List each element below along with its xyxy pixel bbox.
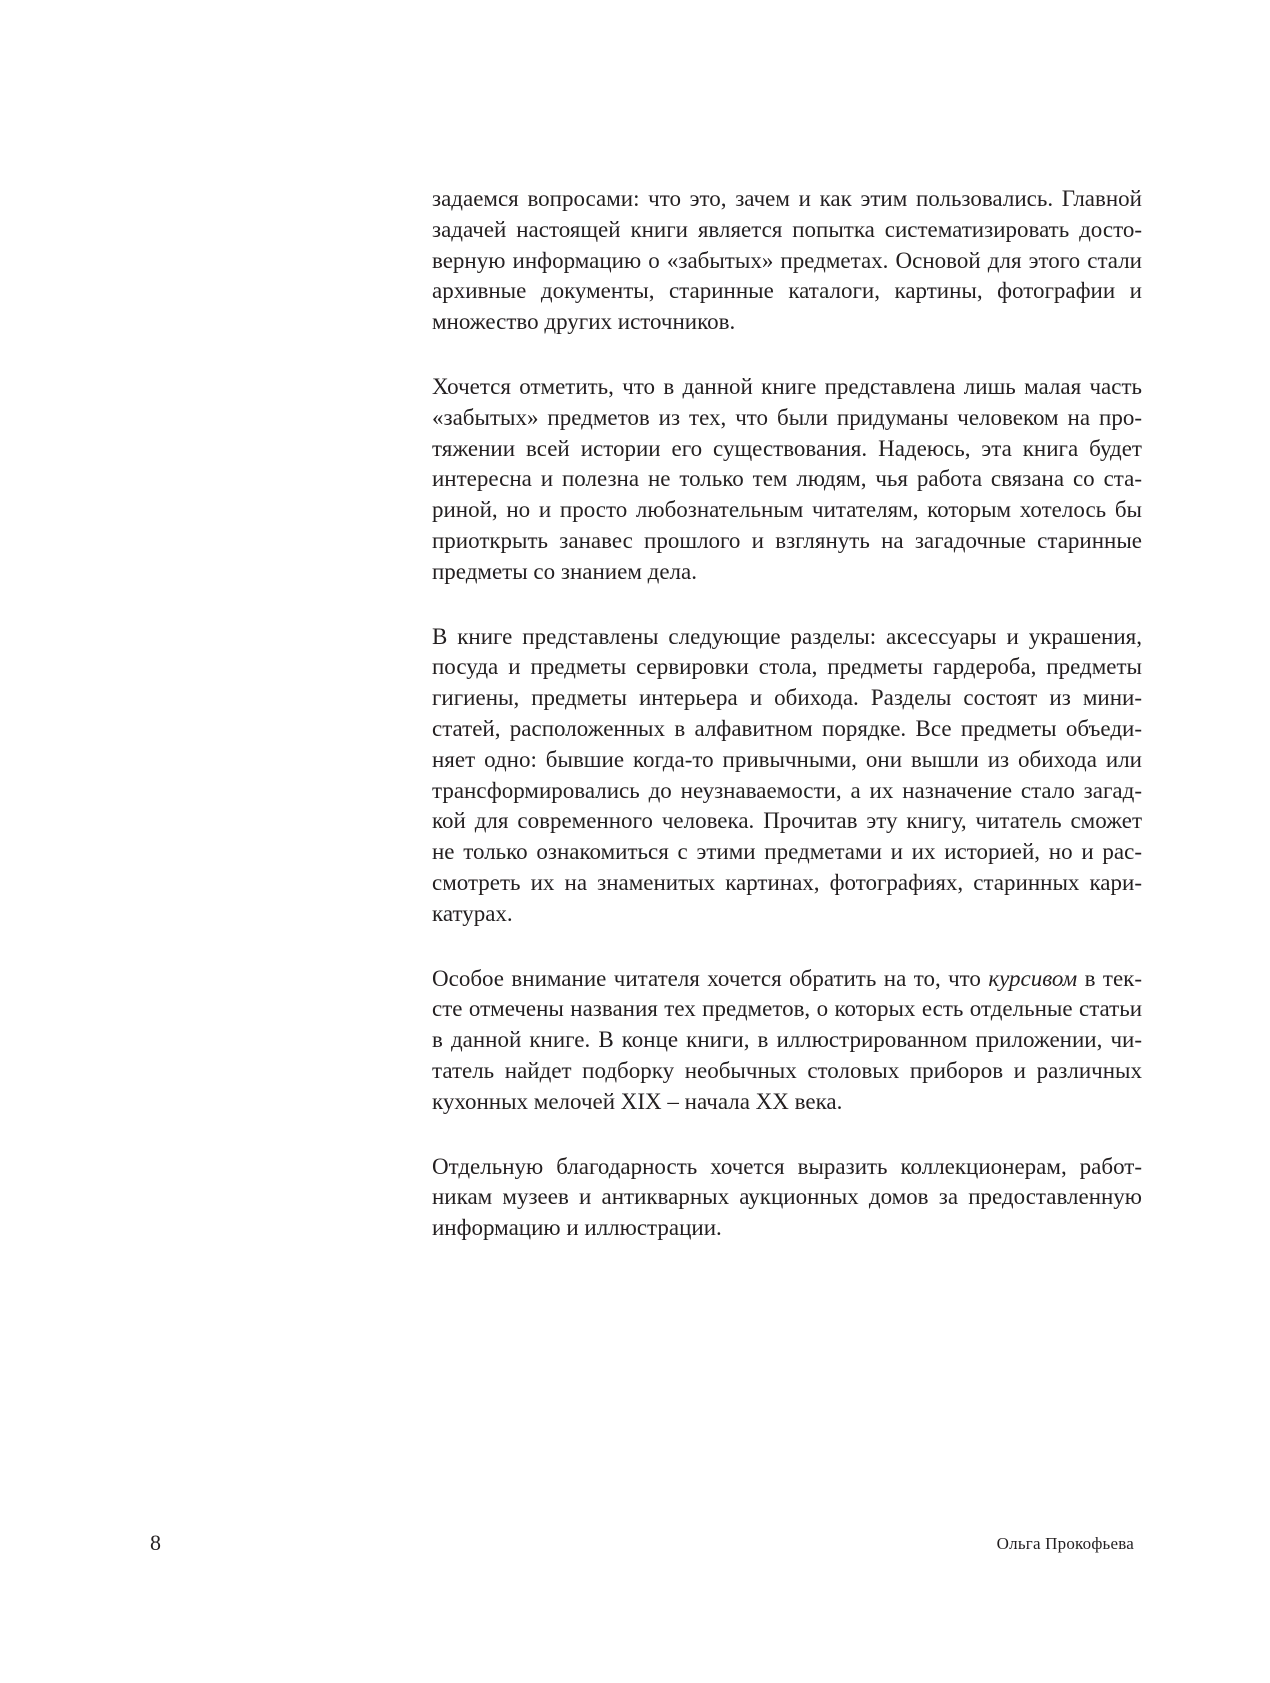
paragraph-2: Хочется отметить, что в данной книге представлена лишь малая часть «забытых» предметов из тех, что были придуманы человеком на протяжении всей истории его существования. Надеюсь, эта книга будет интересна и полезна не только тем людям, чья работа связана со стариной, но и просто любознательным читателям, которым хотелось бы приоткрыть занавес прошлого и взглянуть на загадочные старинные предметы со знанием дела. (432, 373, 1142, 584)
page-number: 8 (150, 1530, 161, 1555)
paragraph-4-italic-term: курсивом (988, 965, 1078, 991)
paragraph-5: Отдельную благодарность хочется выразить коллекционерам, работникам музеев и антикварных аукционных домов за предоставленную информацию и иллюстрации. (432, 1153, 1142, 1241)
running-footer-author: Ольга Прокофьева (996, 1534, 1134, 1553)
body-text (432, 184, 1142, 1278)
paragraph-4-text-before: Особое внимание читателя хочется обратить на то, что (432, 965, 989, 991)
paragraph-4-text-after: в тексте отмечены названия тех предметов, о которых есть отдельные статьи в данной книге. В конце книги, в иллюстрированном приложении, читатель найдет подборку необычных столовых приборов и различных кухонных мелочей XIX – начала XX века. (432, 965, 1142, 1114)
paragraph-3: В книге представлены следующие разделы: аксессуары и украшения, посуда и предметы сервировки стола, предметы гардероба, предметы гигиены, предметы интерьера и обихода. Разделы состоят из министатей, расположенных в алфавитном порядке. Все предметы объединяет одно: бывшие когда-то привычными, они вышли из обихода или трансформировались до неузнаваемости, а их назначение стало загадкой для современного человека. Прочитав эту книгу, читатель сможет не только ознакомиться с этими предметами и их историей, но и рассмотреть их на знаменитых картинах, фотографиях, старинных карикатурах. (432, 623, 1142, 926)
paragraph-4 (432, 964, 1142, 1118)
paragraph-1: задаемся вопросами: что это, зачем и как этим пользовались. Главной задачей настоящей книги является попытка систематизировать достоверную информацию о «забытых» предметах. Основой для этого стали архивные документы, старинные каталоги, картины, фотографии и множество других источников. (432, 186, 1142, 335)
